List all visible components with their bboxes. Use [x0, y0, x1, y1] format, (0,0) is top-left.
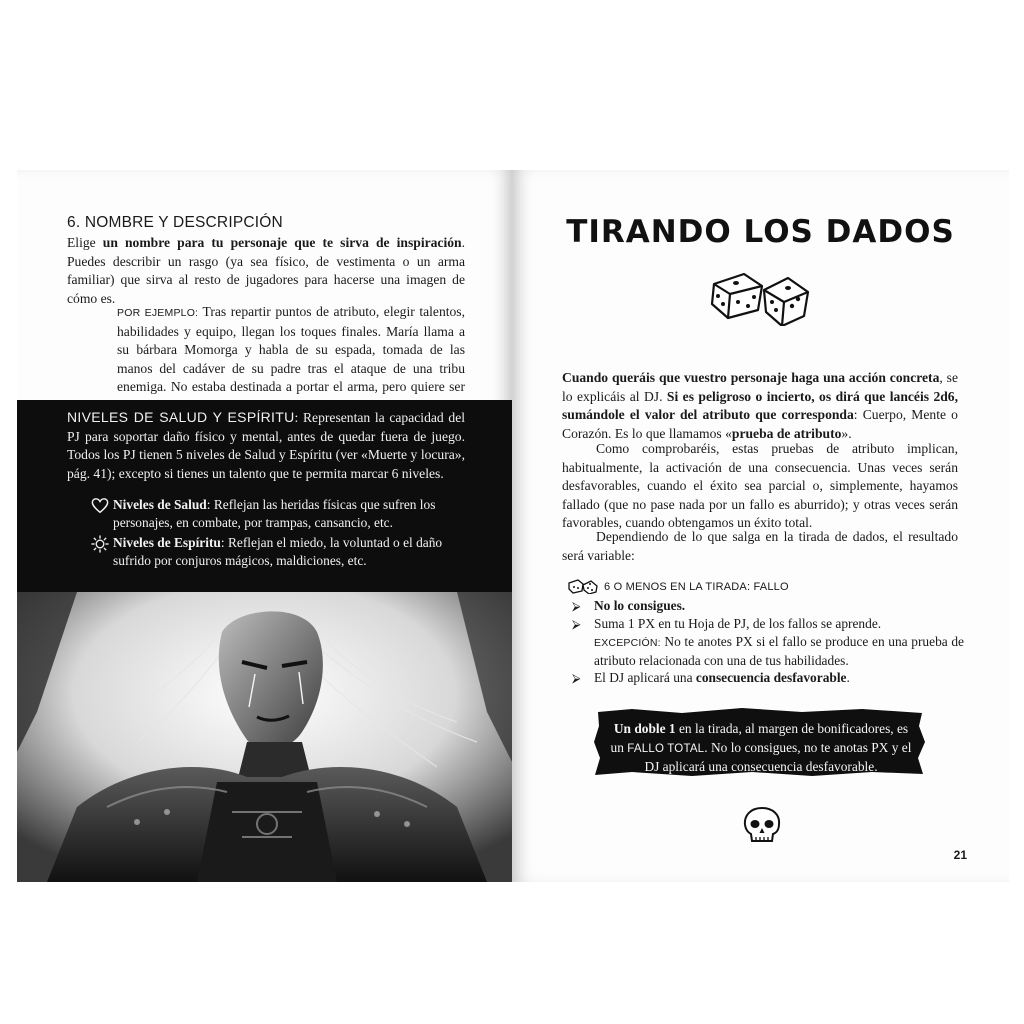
- small-dice-icon: [568, 578, 598, 594]
- section-heading: 6. NOMBRE Y DESCRIPCIÓN: [67, 214, 283, 231]
- page-number: 21: [953, 848, 967, 862]
- arrow-icon: ⮚: [572, 617, 581, 631]
- fail-item-2: ⮚ Suma 1 PX en tu Hoja de PJ, de los fallos se aprende. EXCEPCIÓN: No te anotes PX si el fallo se produce en una prueba de atributo relacionada con una de tus habilidades.: [572, 616, 964, 668]
- example-paragraph: POR EJEMPLO: Tras repartir puntos de atributo, elegir talentos, habilidades y equipo, llegan los toques finales. María llama a su bárbara Momorga y habla de su espada, tomada de las manos del cadáver de su padre tras el ataque de una tribu enemiga. No estaba destinada a portar el arma, pero quiere ser: [117, 304, 465, 394]
- double-one-callout: [592, 706, 927, 778]
- fail-item-3: ⮚ El DJ aplicará una consecuencia desfavorable.: [572, 670, 850, 685]
- page-title: TIRANDO LOS DADOS: [566, 214, 955, 250]
- right-page: [512, 170, 1009, 882]
- band-title: NIVELES DE SALUD Y ESPÍRITU: [67, 409, 295, 425]
- intro-paragraph: Elige un nombre para tu personaje que te sirva de inspiración. Puedes describir un rasgo (ya sea físico, de vestimenta o un arma familiar) que sirva al resto de jugadores para hacerse una imagen de cómo es.: [67, 235, 466, 306]
- callout-text: Un doble 1 en la tirada, al margen de bonificadores, es un FALLO TOTAL. No lo consigues, no te anotas PX y el DJ aplicará una consecuencia desfavorable.: [610, 721, 912, 774]
- arrow-icon: ⮚: [572, 671, 581, 685]
- heart-icon: [91, 497, 109, 515]
- fail-heading: 6 O MENOS EN LA TIRADA: FALLO: [604, 581, 789, 593]
- rolling-intro-paragraph: Cuando queráis que vuestro personaje haga una acción concreta, se lo explicáis al DJ. Si es peligroso o incierto, os dirá que lancéis 2d6, sumándole el valor del atributo que corresponda: Cuerpo, Mente o Corazón. Es lo que llamamos «prueba de atributo».: [562, 370, 958, 441]
- consequences-paragraph: Como comprobaréis, estas pruebas de atributo implican, habitualmente, la activación de una consecuencia. Unas veces serán desfavorables, cuando el éxito sea parcial o, simplemente, hayamos fallado (que no pase nada por un fallo es aburrido); y otras veces serán favorables, cuando obtengamos un éxito total.: [562, 441, 958, 530]
- dice-icon: [708, 266, 812, 326]
- example-label: POR EJEMPLO:: [117, 307, 199, 319]
- band-paragraph: NIVELES DE SALUD Y ESPÍRITU: Representan la capacidad del PJ para soportar daño físico y mental, antes de quedar fuera de juego. Todos los PJ tienen 5 niveles de Salud y Espíritu (ver «Muerte y locura», pág. 41); excepto si tienes un talento que te permita marcar 6 niveles.: [67, 409, 466, 481]
- result-paragraph: Dependiendo de lo que salga en la tirada de dados, el resultado será variable:: [562, 529, 958, 563]
- sun-icon: [91, 535, 109, 553]
- fail-item-1: ⮚ No lo consigues.: [572, 598, 686, 613]
- left-page: [17, 170, 512, 882]
- arrow-icon: ⮚: [572, 599, 581, 613]
- spirit-levels-item: Niveles de Espíritu: Reflejan el miedo, la voluntad o el daño sufrido por conjuros mágicos, maldiciones, etc.: [113, 534, 465, 570]
- exception-label: EXCEPCIÓN:: [594, 637, 661, 649]
- health-levels-item: Niveles de Salud: Reflejan las heridas físicas que sufren los personajes, en combate, por trampas, cansancio, etc.: [113, 496, 465, 532]
- health-spirit-box: [17, 400, 512, 592]
- warrior-illustration: [17, 592, 512, 882]
- skull-icon: [740, 806, 784, 846]
